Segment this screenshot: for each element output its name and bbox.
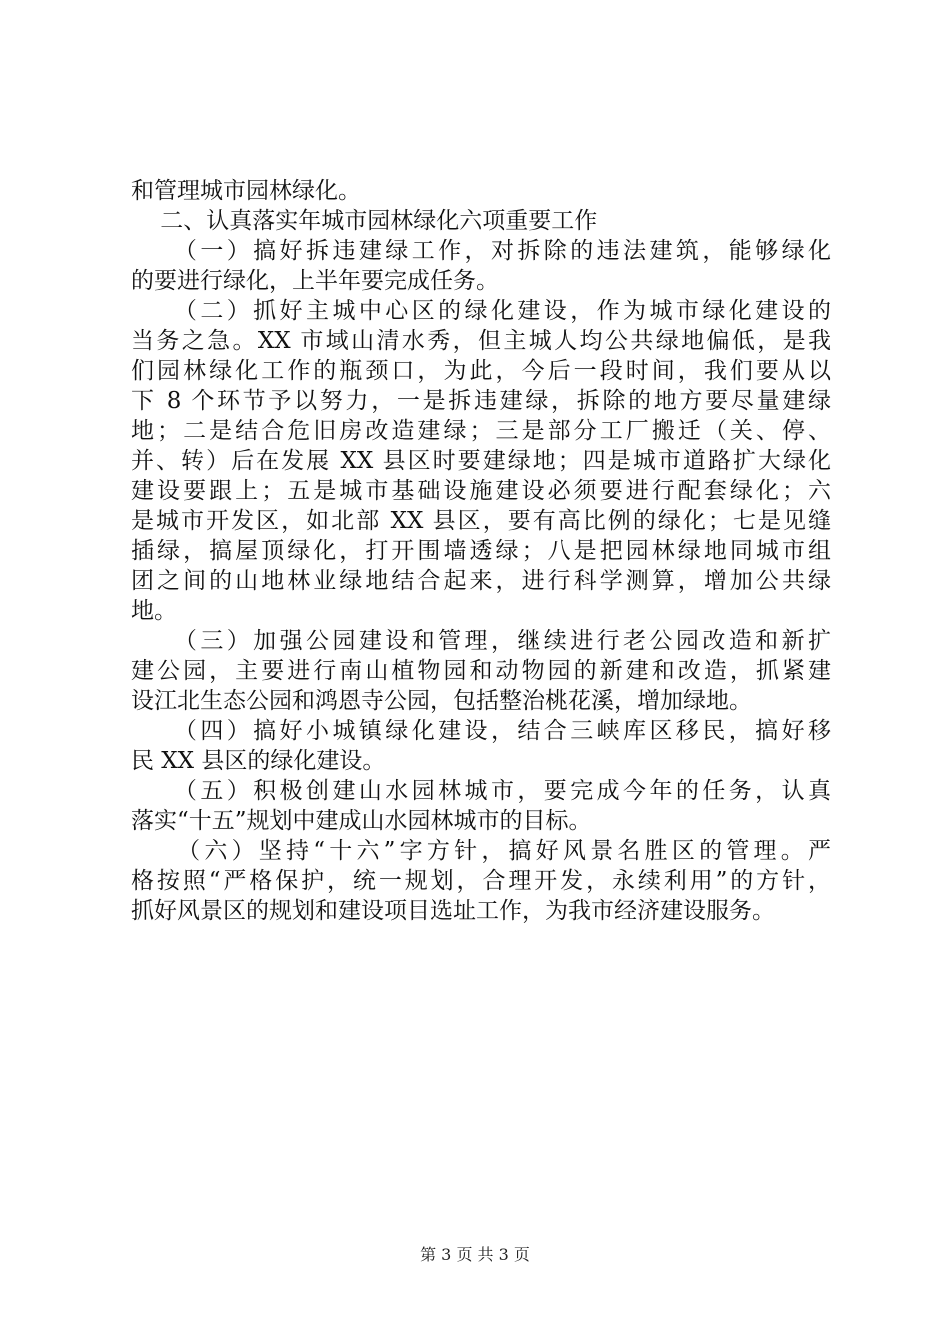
text-line: 下 8 个环节予以努力，一是拆违建绿，拆除的地方要尽量建绿 bbox=[131, 388, 831, 414]
text-line: （一）搞好拆违建绿工作，对拆除的违法建筑，能够绿化 bbox=[131, 238, 831, 264]
text-line: 二、认真落实年城市园林绿化六项重要工作 bbox=[131, 208, 598, 234]
text-line: 和管理城市园林绿化。 bbox=[131, 178, 361, 204]
text-line: 团之间的山地林业绿地结合起来，进行科学测算，增加公共绿 bbox=[131, 568, 831, 594]
text-line: 并、转）后在发展 XX 县区时要建绿地；四是城市道路扩大绿化 bbox=[131, 448, 831, 474]
text-line: 民 XX 县区的绿化建设。 bbox=[131, 748, 386, 774]
text-line: （二）抓好主城中心区的绿化建设，作为城市绿化建设的 bbox=[131, 298, 831, 324]
text-line: 们园林绿化工作的瓶颈口，为此，今后一段时间，我们要从以 bbox=[131, 358, 831, 384]
text-line: 格按照“严格保护，统一规划，合理开发，永续利用”的方针， bbox=[131, 868, 831, 894]
text-line: 落实“十五”规划中建成山水园林城市的目标。 bbox=[131, 808, 592, 834]
text-line: （六）坚持“十六”字方针，搞好风景名胜区的管理。严 bbox=[131, 838, 831, 864]
document-body bbox=[131, 176, 831, 926]
text-line: （三）加强公园建设和管理，继续进行老公园改造和新扩 bbox=[131, 628, 831, 654]
text-line: 当务之急。XX 市域山清水秀，但主城人均公共绿地偏低，是我 bbox=[131, 328, 831, 354]
text-line: 的要进行绿化，上半年要完成任务。 bbox=[131, 268, 499, 294]
text-line: （五）积极创建山水园林城市，要完成今年的任务，认真 bbox=[131, 778, 831, 804]
text-line: 是城市开发区，如北部 XX 县区，要有高比例的绿化；七是见缝 bbox=[131, 508, 831, 534]
text-line: 设江北生态公园和鸿恩寺公园，包括整治桃花溪，增加绿地。 bbox=[131, 688, 752, 714]
text-line: 建设要跟上；五是城市基础设施建设必须要进行配套绿化；六 bbox=[131, 478, 831, 504]
text-line: 插绿，搞屋顶绿化，打开围墙透绿；八是把园林绿地同城市组 bbox=[131, 538, 831, 564]
text-line: 地；二是结合危旧房改造建绿；三是部分工厂搬迁（关、停、 bbox=[131, 418, 831, 444]
text-line: 抓好风景区的规划和建设项目选址工作，为我市经济建设服务。 bbox=[131, 898, 775, 924]
text-line: （四）搞好小城镇绿化建设，结合三峡库区移民，搞好移 bbox=[131, 718, 831, 744]
text-line: 地。 bbox=[131, 598, 177, 624]
text-line: 建公园，主要进行南山植物园和动物园的新建和改造，抓紧建 bbox=[131, 658, 831, 684]
page-footer: 第 3 页 共 3 页 bbox=[420, 1245, 530, 1264]
